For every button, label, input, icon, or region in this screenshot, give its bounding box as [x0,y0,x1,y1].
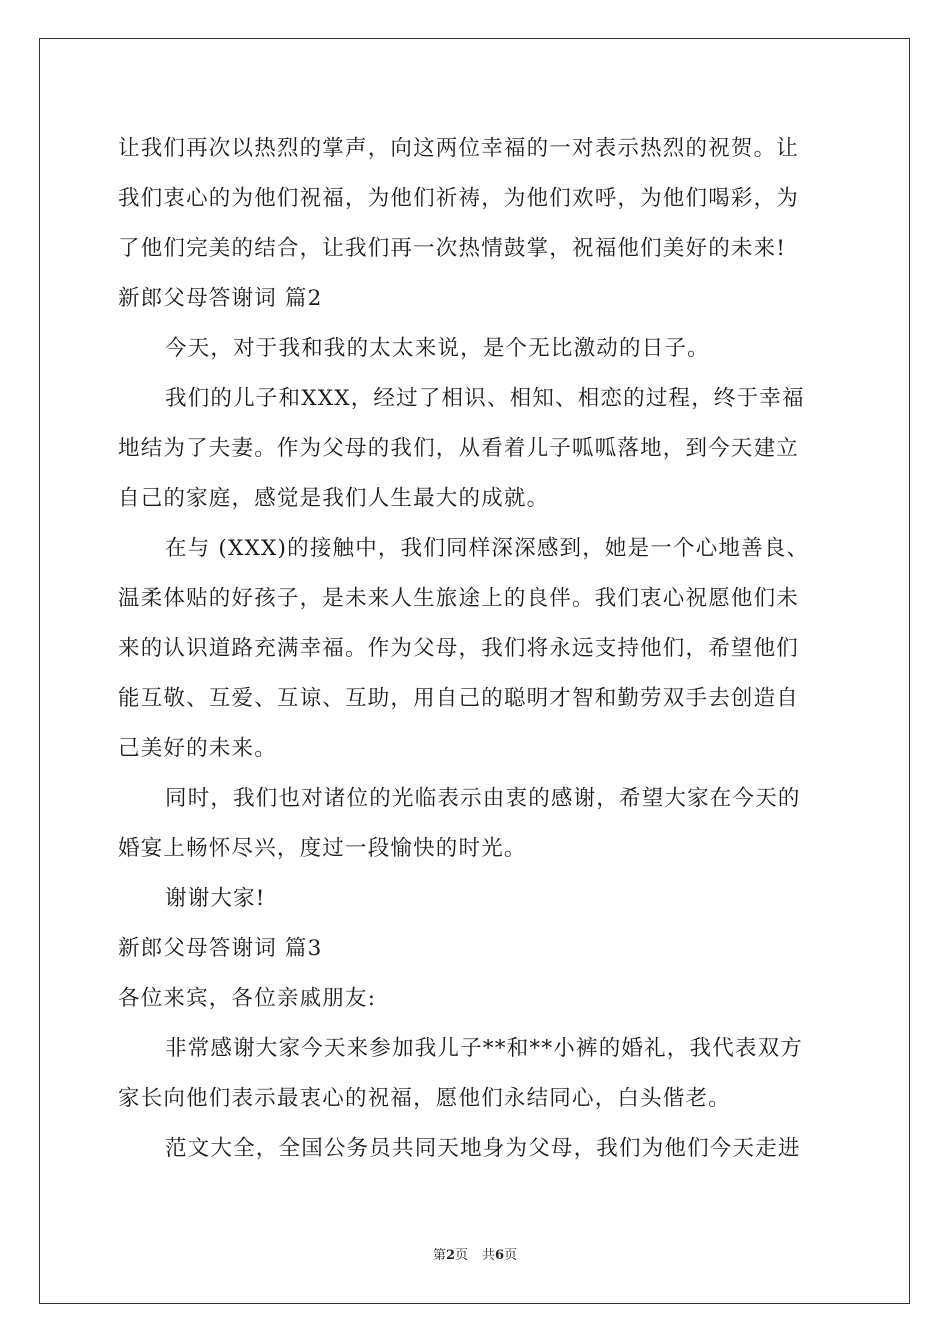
paragraph-line: 婚宴上畅怀尽兴，度过一段愉快的时光。 [118,836,527,861]
paragraph-line: 己美好的未来。 [118,736,277,761]
section-heading: 新郎父母答谢词 篇3 [118,936,323,961]
paragraph-line: 谢谢大家! [165,886,266,911]
page-footer [0,1247,950,1265]
salutation-line: 各位来宾，各位亲戚朋友: [118,986,377,1011]
paragraph-line: 我们衷心的为他们祝福，为他们祈祷，为他们欢呼，为他们喝彩，为 [118,186,800,211]
page-prefix: 第 [432,1248,446,1263]
paragraph-line: 让我们再次以热烈的掌声，向这两位幸福的一对表示热烈的祝贺。让 [118,136,800,161]
paragraph-line: 地结为了夫妻。作为父母的我们，从看着儿子呱呱落地，到今天建立 [118,436,800,461]
page-total: 6 [495,1248,505,1263]
paragraph-line: 了他们完美的结合，让我们再一次热情鼓掌，祝福他们美好的未来! [118,236,787,261]
paragraph-line: 我们的儿子和XXX，经过了相识、相知、相恋的过程，终于幸福 [165,386,805,411]
section-heading: 新郎父母答谢词 篇2 [118,286,323,311]
paragraph-line: 家长向他们表示最衷心的祝福，愿他们永结同心，白头偕老。 [118,1086,731,1111]
paragraph-line: 温柔体贴的好孩子，是未来人生旅途上的良伴。我们衷心祝愿他们未 [118,586,800,611]
page-current: 2 [445,1248,455,1263]
paragraph-line: 非常感谢大家今天来参加我儿子**和**小裤的婚礼，我代表双方 [165,1036,804,1061]
paragraph-line: 范文大全，全国公务员共同天地身为父母，我们为他们今天走进 [165,1136,801,1161]
page-border [39,38,910,1304]
paragraph-line: 在与 (XXX)的接触中，我们同样深深感到，她是一个心地善良、 [165,536,810,561]
paragraph-line: 来的认识道路充满幸福。作为父母，我们将永远支持他们，希望他们 [118,636,800,661]
total-prefix: 共 [482,1248,496,1263]
paragraph-line: 今天，对于我和我的太太来说，是个无比激动的日子。 [165,336,710,361]
paragraph-line: 自己的家庭，感觉是我们人生最大的成就。 [118,486,550,511]
paragraph-line: 能互敬、互爱、互谅、互助，用自己的聪明才智和勤劳双手去创造自 [118,686,800,711]
paragraph-line: 同时，我们也对诸位的光临表示由衷的感谢，希望大家在今天的 [165,786,801,811]
page-suffix: 页 [454,1248,468,1263]
total-suffix: 页 [504,1248,518,1263]
